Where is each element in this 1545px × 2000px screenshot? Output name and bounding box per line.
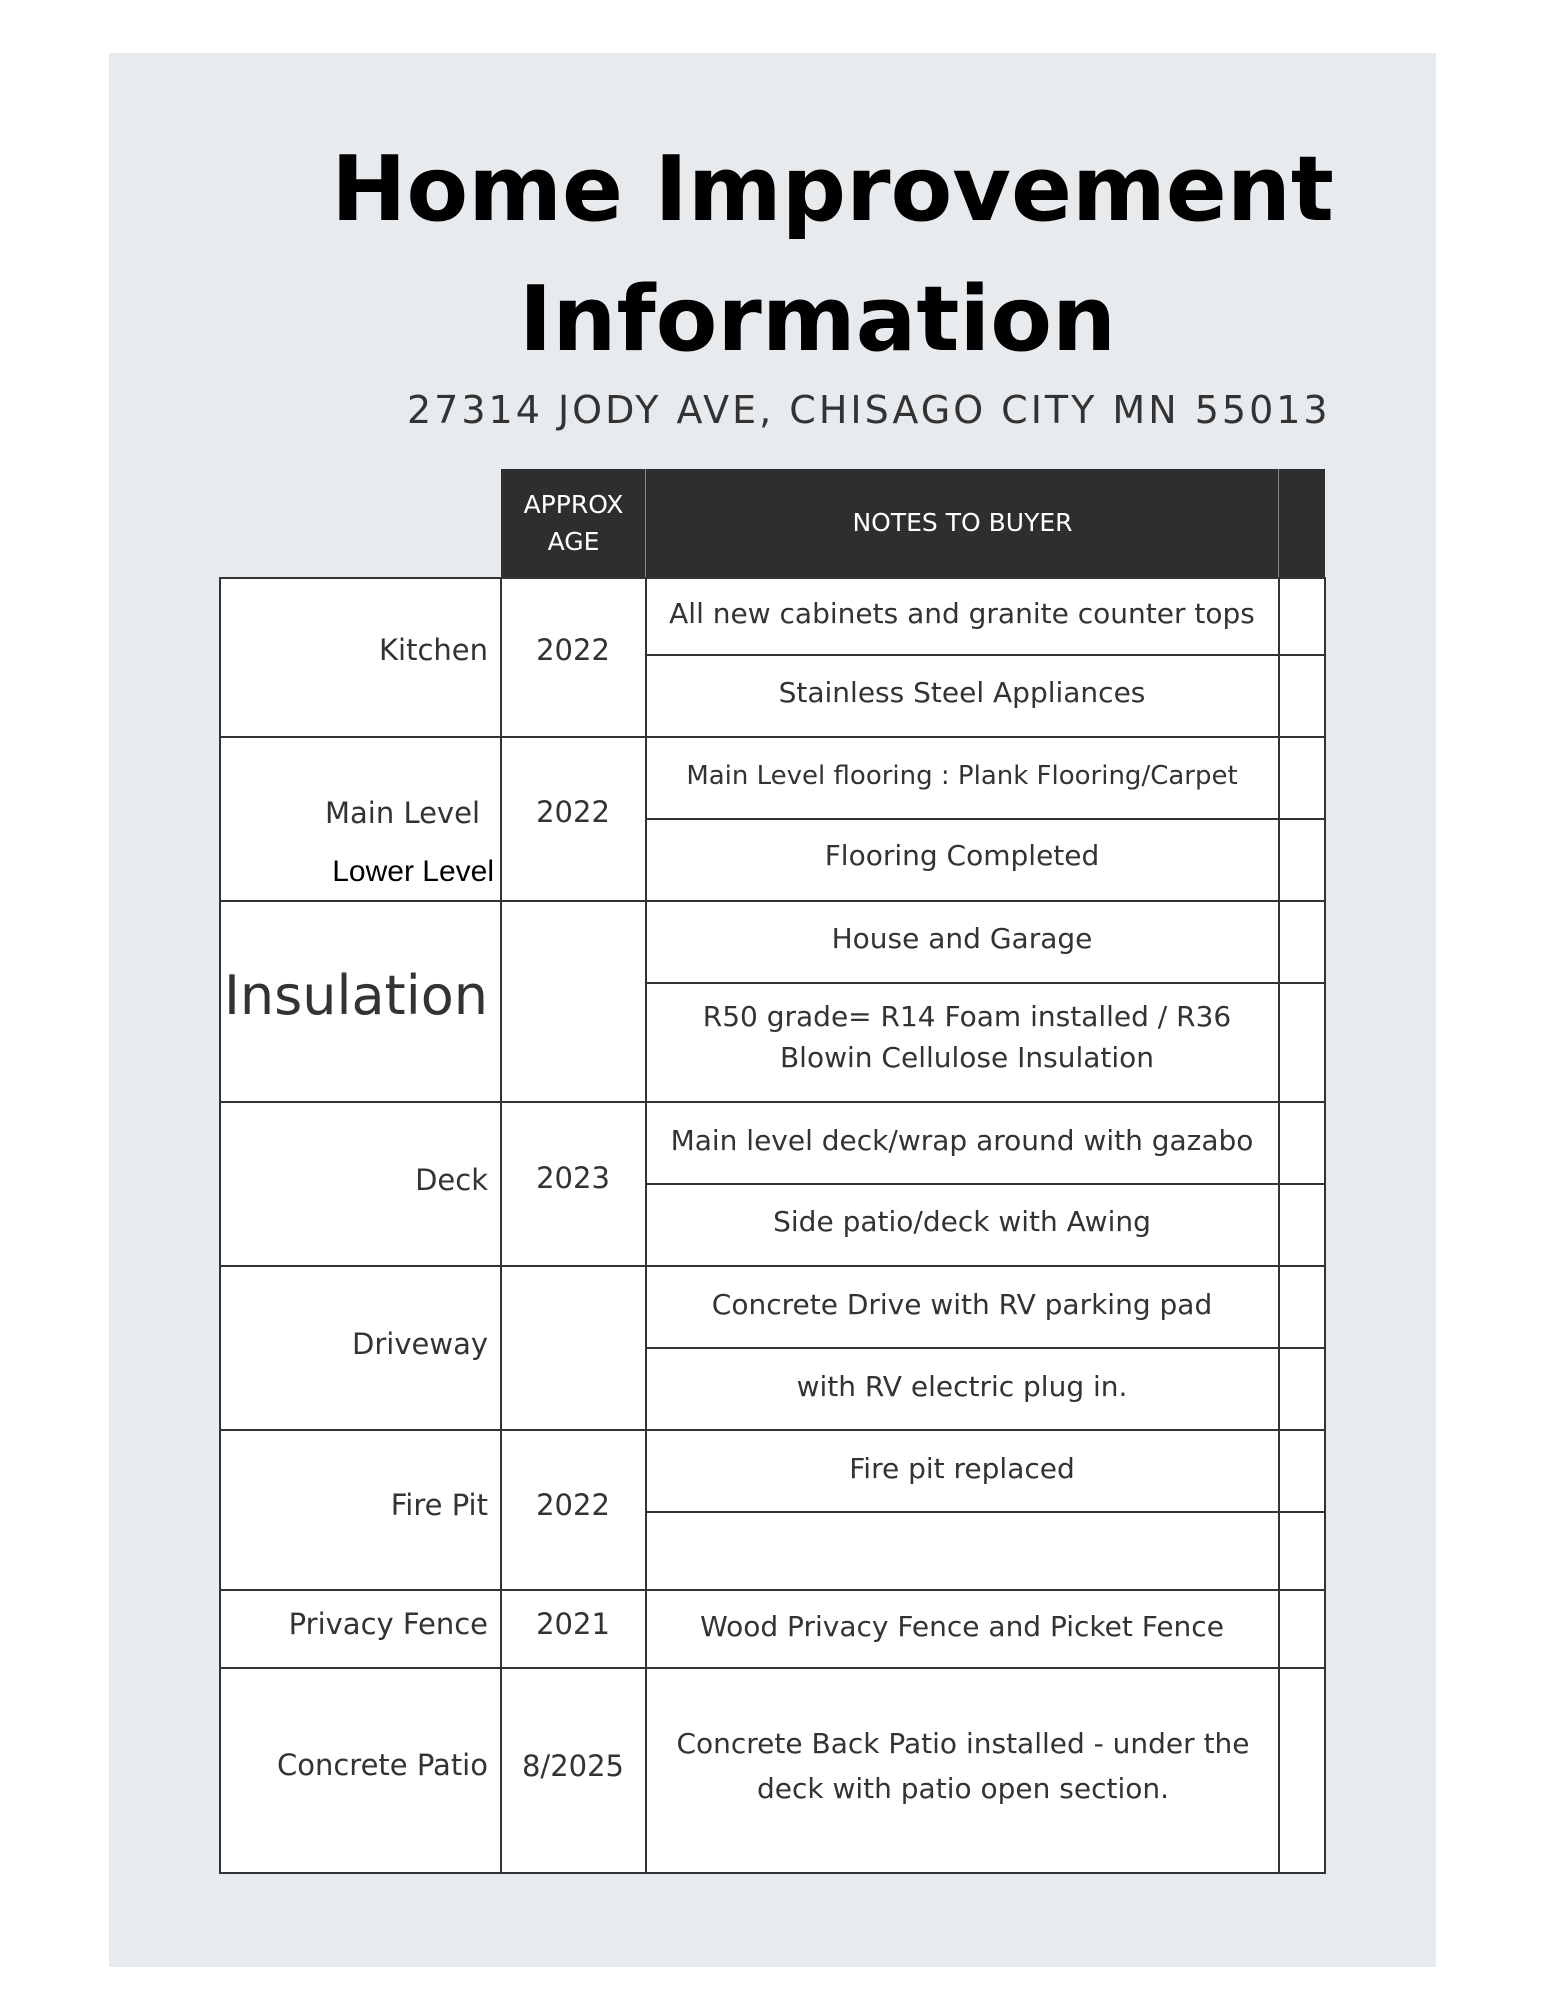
row-label-privacy-fence: Privacy Fence — [288, 1607, 488, 1641]
header-approx-age — [501, 469, 646, 577]
header-approx-age-text: APPROX AGE — [523, 489, 624, 556]
note-main-level-1: Main Level flooring : Plank Flooring/Carpet — [686, 761, 1238, 791]
note-insulation-2: R50 grade= R14 Foam installed / R36 Blowin Cellulose Insulation — [702, 1000, 1232, 1074]
note-fire-pit-1: Fire pit replaced — [849, 1452, 1075, 1485]
note-kitchen-2: Stainless Steel Appliances — [778, 676, 1146, 709]
age-fire-pit: 2022 — [536, 1488, 610, 1522]
age-concrete-patio: 8/2025 — [521, 1749, 625, 1783]
note-insulation-1: House and Garage — [831, 922, 1093, 955]
header-notes-text: NOTES TO BUYER — [852, 508, 1073, 538]
row-label-lower-level: Lower Level — [332, 855, 494, 888]
row-label-main-level: Main Level — [325, 796, 480, 830]
note-concrete-patio-1: Concrete Back Patio installed - under the deck with patio open section. — [676, 1727, 1250, 1805]
note-kitchen-1: All new cabinets and granite counter tops — [669, 597, 1255, 630]
row-label-insulation: Insulation — [223, 964, 488, 1027]
row-label-deck: Deck — [415, 1163, 488, 1197]
title-line-2: Information — [518, 267, 1117, 372]
row-label-kitchen: Kitchen — [379, 633, 488, 667]
note-driveway-2: with RV electric plug in. — [796, 1370, 1128, 1403]
note-deck-1: Main level deck/wrap around with gazabo — [670, 1124, 1254, 1157]
age-privacy-fence: 2021 — [536, 1607, 610, 1641]
header-notes-to-buyer — [646, 469, 1279, 577]
note-privacy-fence-1: Wood Privacy Fence and Picket Fence — [700, 1610, 1224, 1643]
row-label-concrete-patio: Concrete Patio — [276, 1748, 488, 1782]
title-line-1: Home Improvement — [331, 137, 1334, 242]
age-main-level: 2022 — [536, 795, 610, 829]
age-kitchen: 2022 — [536, 633, 610, 667]
row-label-fire-pit: Fire Pit — [390, 1488, 488, 1522]
property-address: 27314 JODY AVE, CHISAGO CITY MN 55013 — [407, 388, 1331, 432]
header-check-column — [1279, 469, 1325, 577]
age-deck: 2023 — [536, 1161, 610, 1195]
note-driveway-1: Concrete Drive with RV parking pad — [711, 1288, 1213, 1321]
note-deck-2: Side patio/deck with Awing — [773, 1205, 1151, 1238]
note-main-level-2: Flooring Completed — [824, 839, 1100, 872]
row-label-driveway: Driveway — [352, 1327, 488, 1361]
